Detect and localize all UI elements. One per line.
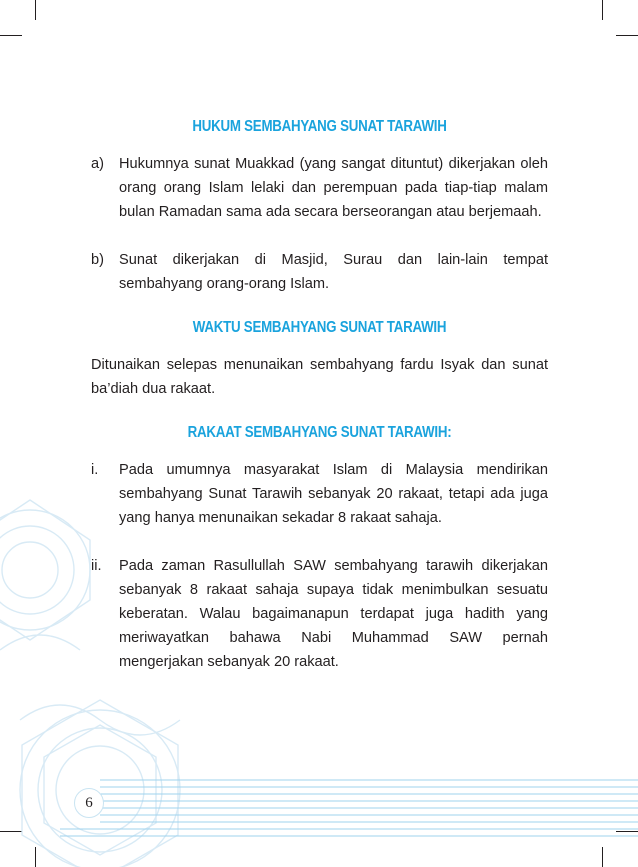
list-item — [91, 248, 548, 296]
crop-mark — [0, 35, 22, 36]
crop-mark — [602, 847, 603, 867]
paragraph: Ditunaikan selepas menunaikan sembahyang fardu Isyak dan sunat ba’diah dua rakaat. — [91, 357, 548, 397]
list-marker: b) — [91, 252, 104, 268]
list-item — [91, 152, 548, 224]
section-heading-hukum: HUKUM SEMBAHYANG SUNAT TARAWIH — [192, 118, 447, 135]
list-item-text: Sunat dikerjakan di Masjid, Surau dan lain-lain tempat sembahyang orang-orang Islam. — [119, 252, 548, 292]
list-item-text: Hukumnya sunat Muakkad (yang sangat dituntut) dikerjakan oleh orang orang Islam lelaki dan perempuan pada tiap-tiap malam bulan Ramadan sama ada secara berseorangan atau berjemaah. — [119, 156, 548, 220]
page-number: 6 — [74, 788, 104, 818]
list-item-text: Pada zaman Rasullullah SAW sembahyang tarawih dikerjakan sebanyak 8 rakaat sahaja supaya tidak menimbulkan sesuatu keberatan. Walau bagaimanapun terdapat juga hadith yang meriwayatkan bahawa Nabi Muhammad SAW pernah mengerjakan sebanyak 20 rakaat. — [119, 558, 548, 670]
list-item — [91, 554, 548, 674]
section-heading-waktu: WAKTU SEMBAHYANG SUNAT TARAWIH — [192, 319, 447, 336]
crop-mark — [35, 847, 36, 867]
crop-mark — [616, 35, 638, 36]
list-marker: ii. — [91, 558, 102, 574]
section-heading-rakaat: RAKAAT SEMBAHYANG SUNAT TARAWIH: — [187, 424, 452, 441]
crop-mark — [35, 0, 36, 20]
list-marker: i. — [91, 462, 99, 478]
list-item-text: Pada umumnya masyarakat Islam di Malaysia mendirikan sembahyang Sunat Tarawih sebanyak 20 rakaat, tetapi ada juga yang hanya menunaikan sekadar 8 rakaat sahaja. — [119, 462, 548, 526]
page-content — [91, 118, 548, 674]
list-item — [91, 458, 548, 530]
list-marker: a) — [91, 156, 104, 172]
crop-mark — [0, 831, 22, 832]
crop-mark — [616, 831, 638, 832]
crop-mark — [602, 0, 603, 20]
